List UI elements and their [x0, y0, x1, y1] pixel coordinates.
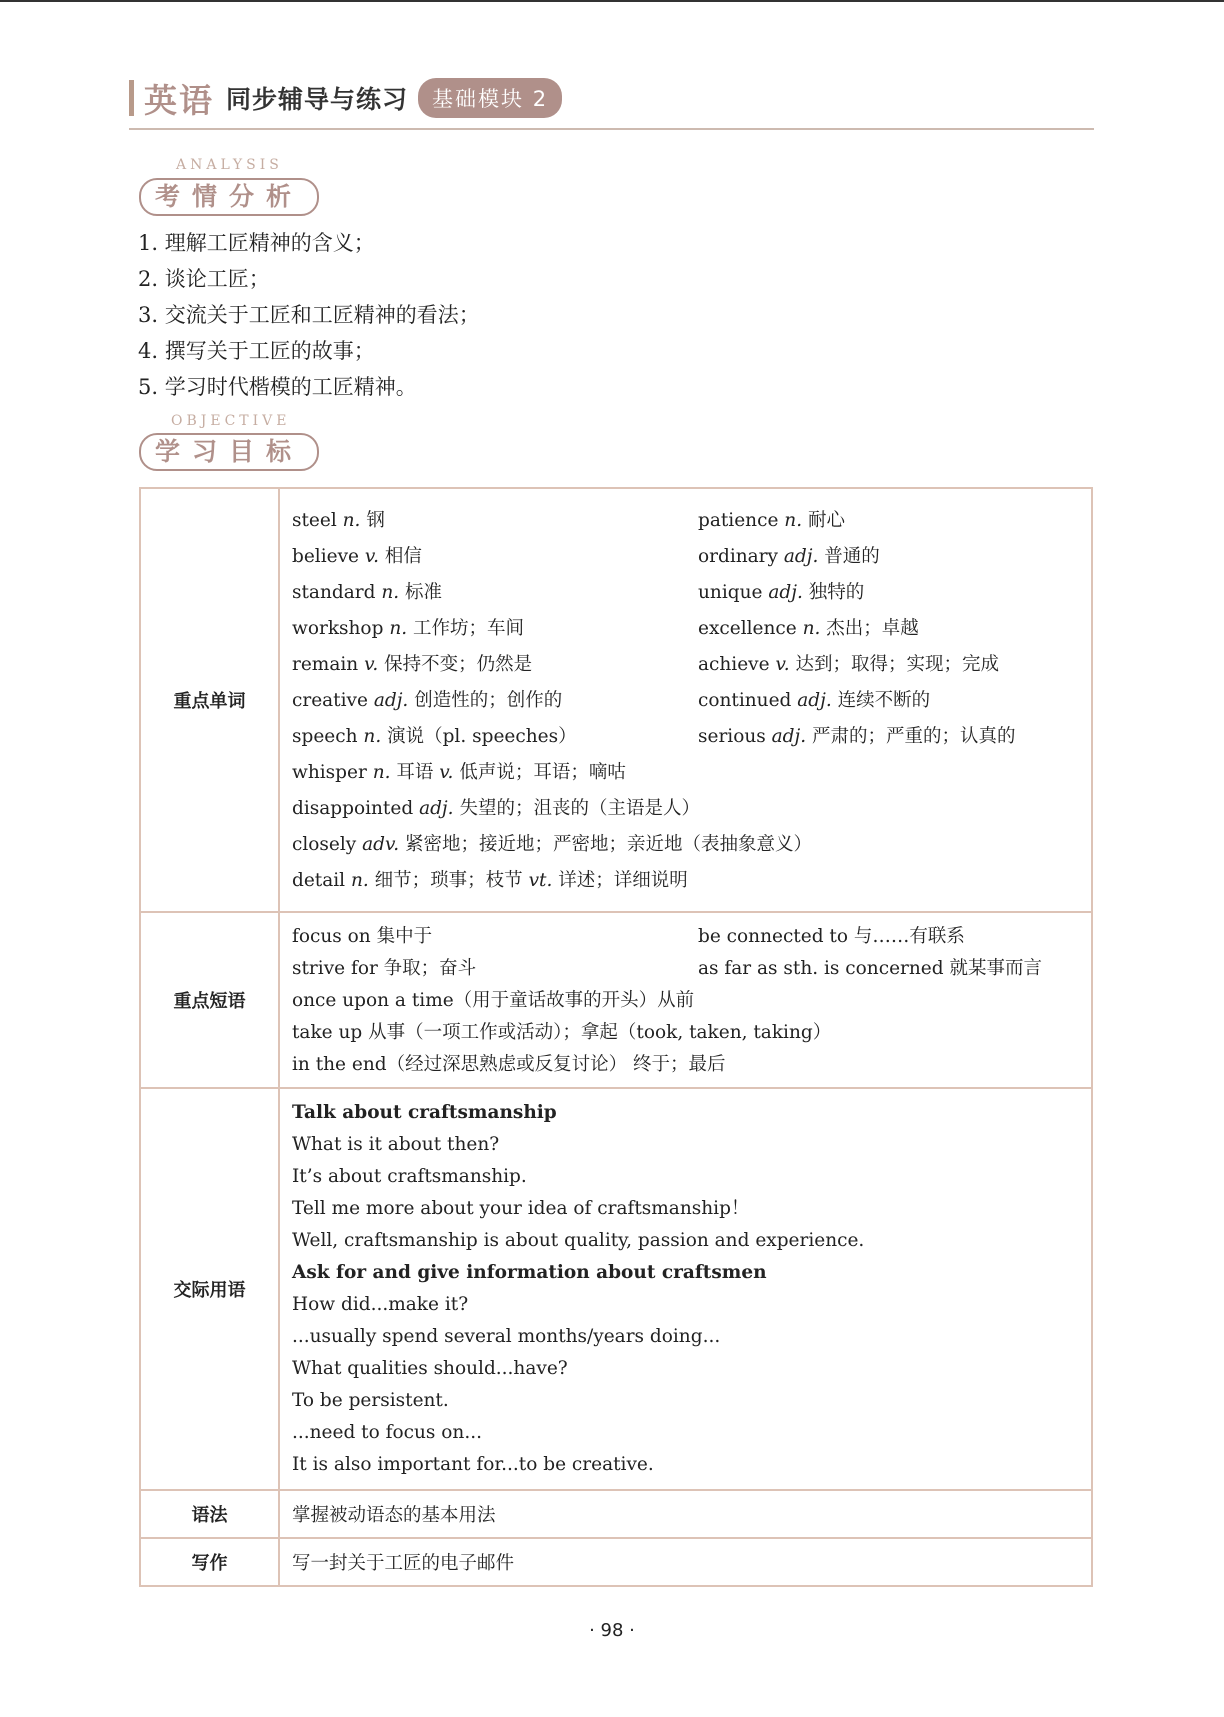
header-title: 同步辅导与练习 [226, 85, 409, 114]
objective-title: 学习目标 [139, 433, 319, 471]
word-entry [292, 503, 698, 539]
word-entry [698, 611, 1081, 647]
word: believe [292, 546, 359, 567]
communication-line: Well, craftsmanship is about quality, passion and experience. [292, 1230, 865, 1251]
phrase-item: take up 从事（一项工作或活动）；拿起（took, taken, taking） [292, 1022, 832, 1043]
word-entry [292, 647, 698, 683]
meaning: 保持不变；仍然是 [384, 654, 533, 675]
page-header [129, 76, 562, 120]
meaning: 失望的；沮丧的（主语是人） [459, 798, 700, 819]
analysis-item: 5. 学习时代楷模的工匠精神。 [138, 375, 417, 399]
word-entry [698, 647, 1081, 683]
meaning-2: 低声说；耳语；嘀咕 [459, 762, 626, 783]
meaning: 钢 [366, 510, 385, 531]
part-of-speech: n. [784, 510, 803, 531]
communication-line: To be persistent. [292, 1390, 449, 1411]
phrases-singles [292, 985, 1081, 1081]
communication-line: ...usually spend several months/years doing... [292, 1326, 721, 1347]
objective-en-label: OBJECTIVE [171, 413, 291, 429]
word-entry [698, 683, 1081, 719]
word-entry [292, 611, 698, 647]
meaning: 普通的 [824, 546, 880, 567]
communication-line: How did...make it? [292, 1294, 469, 1315]
meaning: 细节；琐事；枝节 [374, 870, 523, 891]
phrases-pairs [292, 921, 1081, 985]
top-border-line [0, 0, 1224, 2]
phrase-item: focus on 集中于 [292, 926, 433, 947]
meaning-2: 详述；详细说明 [558, 870, 688, 891]
header-rule [129, 128, 1094, 130]
word: whisper [292, 762, 367, 783]
communication-line: It is also important for...to be creative. [292, 1454, 654, 1475]
phrase-item: strive for 争取；奋斗 [292, 958, 477, 979]
word: creative [292, 690, 368, 711]
word: closely [292, 834, 357, 855]
word: speech [292, 726, 358, 747]
phrase-item: once upon a time（用于童话故事的开头）从前 [292, 990, 695, 1011]
words-singles [292, 755, 1081, 899]
communication-heading: Ask for and give information about craftsmen [292, 1262, 767, 1283]
part-of-speech: v. [364, 654, 379, 675]
part-of-speech: adj. [783, 546, 819, 567]
word: excellence [698, 618, 797, 639]
analysis-item: 3. 交流关于工匠和工匠精神的看法； [138, 303, 480, 327]
writing-row [140, 1538, 1092, 1586]
part-of-speech: v. [364, 546, 380, 567]
word-entry [698, 539, 1081, 575]
analysis-title: 考情分析 [139, 178, 319, 216]
words-content [279, 488, 1092, 912]
words-label: 重点单词 [140, 488, 279, 912]
word-entry [292, 539, 698, 575]
meaning: 相信 [384, 546, 422, 567]
meaning: 达到；取得；实现；完成 [795, 654, 1000, 675]
part-of-speech: n. [342, 510, 361, 531]
word: patience [698, 510, 779, 531]
part-of-speech: n. [381, 582, 400, 603]
writing-content: 写一封关于工匠的电子邮件 [279, 1538, 1092, 1586]
meaning: 耳语 [396, 762, 434, 783]
communication-line: What qualities should...have? [292, 1358, 568, 1379]
communication-content [279, 1088, 1092, 1490]
part-of-speech: n. [802, 618, 821, 639]
word-entry [698, 575, 1081, 611]
communication-line: It’s about craftsmanship. [292, 1166, 527, 1187]
meaning: 连续不断的 [837, 690, 931, 711]
word: standard [292, 582, 376, 603]
part-of-speech: adj. [373, 690, 409, 711]
word-entry [292, 683, 698, 719]
words-row [140, 488, 1092, 912]
part-of-speech-2: vt. [528, 870, 553, 891]
word: disappointed [292, 798, 414, 819]
meaning: 工作坊；车间 [413, 618, 525, 639]
word: detail [292, 870, 346, 891]
phrase-item: be connected to 与……有联系 [698, 926, 965, 947]
part-of-speech: adj. [768, 582, 803, 603]
meaning: 标准 [405, 582, 443, 603]
word-entry [292, 575, 698, 611]
word: serious [698, 726, 766, 747]
word-entry [292, 827, 1081, 863]
phrase-item: in the end（经过深思熟虑或反复讨论） 终于；最后 [292, 1054, 726, 1075]
part-of-speech: n. [350, 870, 369, 891]
header-accent-bar [129, 80, 134, 116]
words-pairs [292, 503, 1081, 755]
meaning: 紧密地；接近地；严密地；亲近地（表抽象意义） [405, 834, 813, 855]
analysis-item: 4. 撰写关于工匠的故事； [138, 339, 375, 363]
word: steel [292, 510, 337, 531]
communication-line: What is it about then? [292, 1134, 500, 1155]
word-entry [292, 755, 1081, 791]
grammar-label: 语法 [140, 1490, 279, 1538]
part-of-speech: n. [389, 618, 408, 639]
analysis-item: 2. 谈论工匠； [138, 267, 270, 291]
meaning: 创造性的；创作的 [414, 690, 563, 711]
page-number: · 98 · [589, 1620, 635, 1641]
word-entry [698, 719, 1081, 755]
communication-label: 交际用语 [140, 1088, 279, 1490]
analysis-list [138, 225, 480, 405]
communication-row [140, 1088, 1092, 1490]
part-of-speech: n. [372, 762, 391, 783]
communication-line: ...need to focus on... [292, 1422, 482, 1443]
part-of-speech: adv. [362, 834, 400, 855]
word: workshop [292, 618, 384, 639]
meaning: 独特的 [808, 582, 865, 603]
meaning: 演说（pl. speeches） [387, 726, 577, 747]
meaning: 杰出；卓越 [826, 618, 919, 639]
analysis-en-label: ANALYSIS [176, 157, 283, 173]
part-of-speech: v. [775, 654, 790, 675]
word-entry [292, 791, 1081, 827]
word-entry [698, 503, 1081, 539]
part-of-speech: adj. [797, 690, 832, 711]
part-of-speech: adj. [419, 798, 454, 819]
meaning: 严肃的；严重的；认真的 [812, 726, 1016, 747]
header-subject: 英语 [144, 80, 214, 120]
part-of-speech-2: v. [439, 762, 454, 783]
word: remain [292, 654, 359, 675]
communication-line: Tell me more about your idea of craftsmanship！ [292, 1198, 750, 1219]
word-entry [292, 719, 698, 755]
writing-label: 写作 [140, 1538, 279, 1586]
phrases-label: 重点短语 [140, 912, 279, 1088]
grammar-row [140, 1490, 1092, 1538]
phrases-row [140, 912, 1092, 1088]
meaning: 耐心 [807, 510, 845, 531]
header-badge: 基础模块 2 [418, 78, 562, 118]
phrases-content [279, 912, 1092, 1088]
word-entry [292, 863, 1081, 899]
part-of-speech: n. [363, 726, 382, 747]
word: ordinary [698, 546, 778, 567]
part-of-speech: adj. [771, 726, 807, 747]
word: continued [698, 690, 792, 711]
objectives-table [139, 487, 1093, 1587]
analysis-item: 1. 理解工匠精神的含义； [138, 231, 375, 255]
communication-heading: Talk about craftsmanship [292, 1102, 557, 1123]
phrase-item: as far as sth. is concerned 就某事而言 [698, 958, 1042, 979]
grammar-content: 掌握被动语态的基本用法 [279, 1490, 1092, 1538]
word: unique [698, 582, 763, 603]
word: achieve [698, 654, 770, 675]
